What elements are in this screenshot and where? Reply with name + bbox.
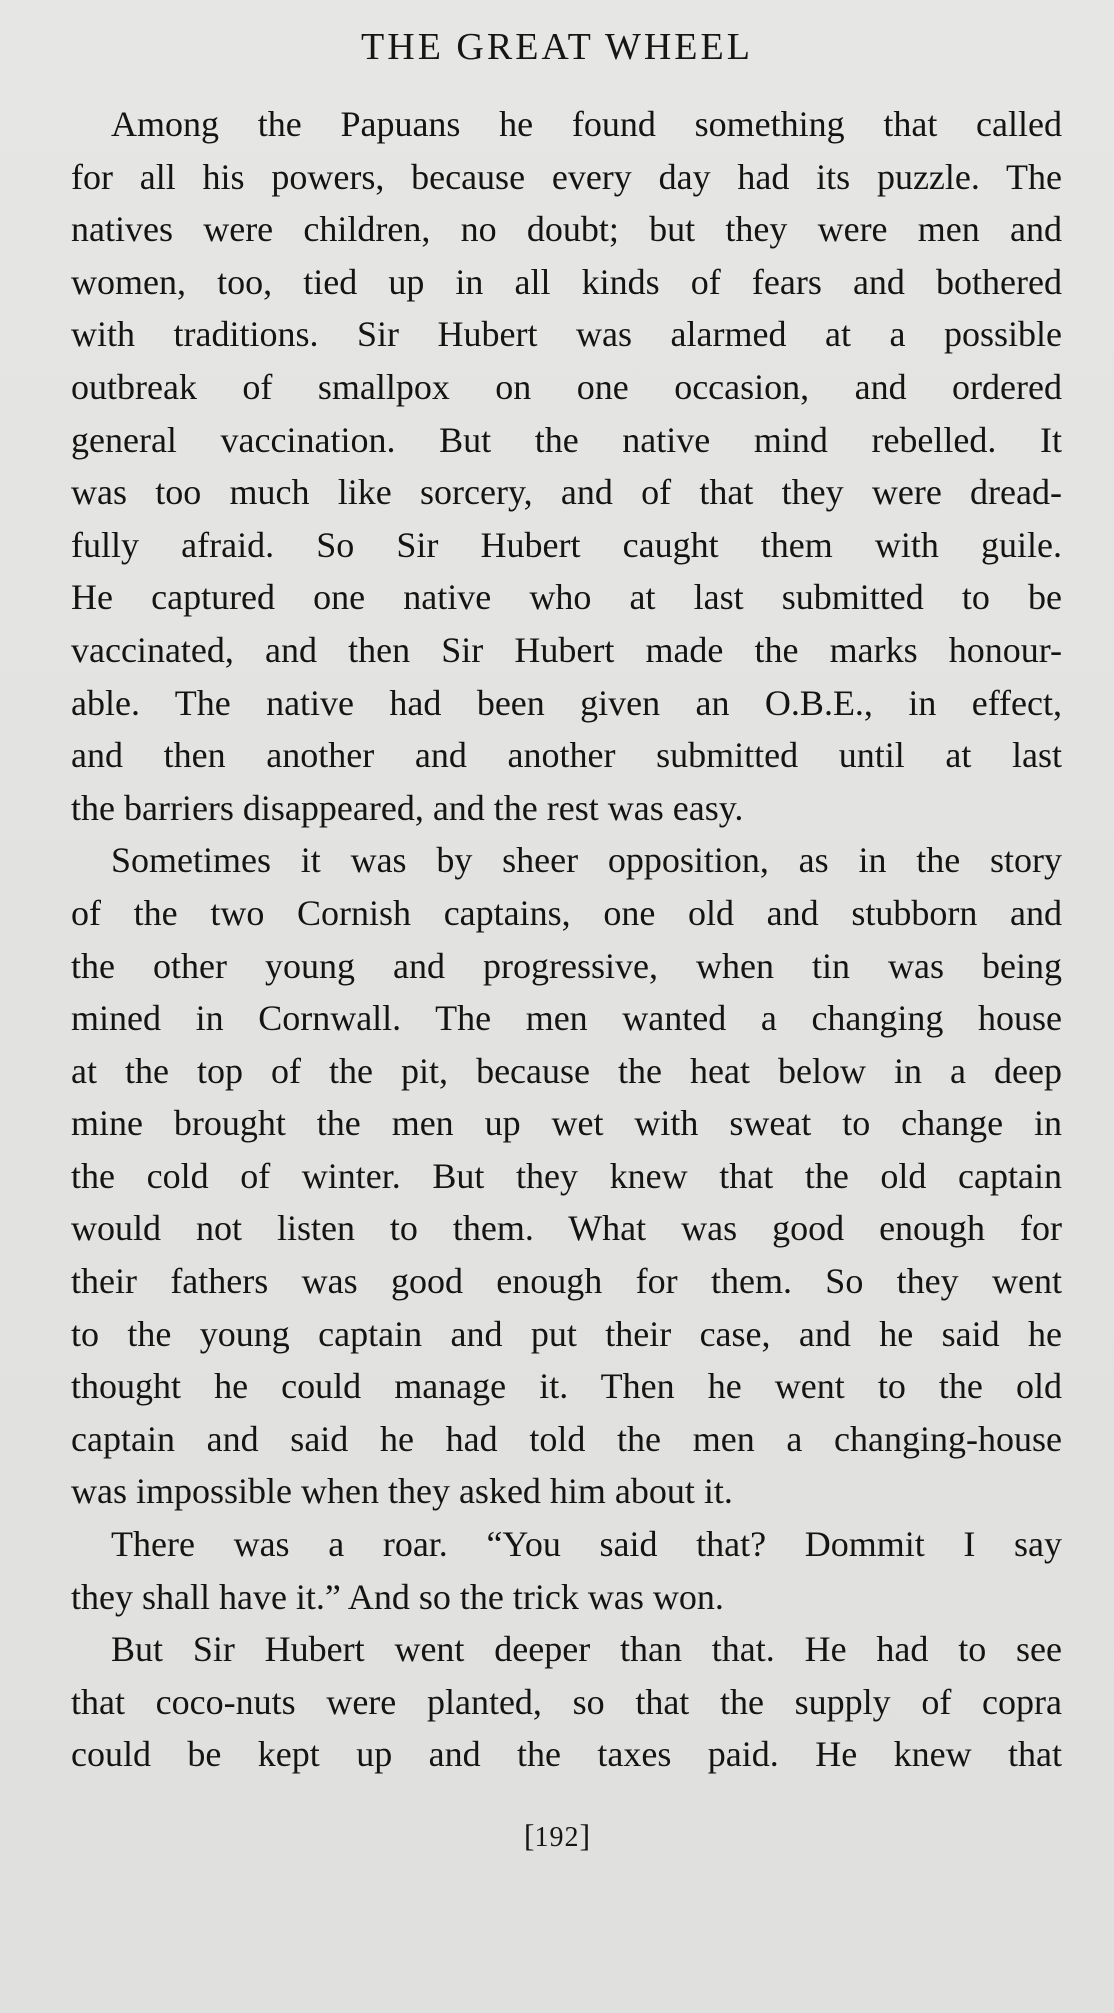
text-line: at the top of the pit, because the heat below in a deep xyxy=(71,1050,1062,1091)
text-line: mine brought the men up wet with sweat to change in xyxy=(71,1103,1062,1144)
text-line: captain and said he had told the men a changing-house xyxy=(71,1418,1062,1459)
text-line: mined in Cornwall. The men wanted a changing house xyxy=(71,998,1062,1039)
text-line: they shall have it.” And so the trick was won. xyxy=(71,1576,724,1617)
text-line: Among the Papuans he found something that called xyxy=(111,104,1062,144)
text-line: of the two Cornish captains, one old and stubborn and xyxy=(71,892,1062,933)
text-line: He captured one native who at last submitted to be xyxy=(71,577,1062,618)
text-line: But Sir Hubert went deeper than that. He had to see xyxy=(111,1629,1062,1670)
text-line: would not listen to them. What was good enough for xyxy=(71,1208,1062,1249)
page-number: [192] xyxy=(523,1817,591,1853)
text-line: thought he could manage it. Then he went to the old xyxy=(71,1366,1062,1407)
text-line: for all his powers, because every day had its puzzle. The xyxy=(71,156,1062,197)
text-line: with traditions. Sir Hubert was alarmed at a possible xyxy=(71,314,1062,355)
text-line: the cold of winter. But they knew that the old captain xyxy=(71,1155,1062,1196)
text-line: natives were children, no doubt; but they were men and xyxy=(71,209,1062,250)
paragraph xyxy=(71,834,1062,1518)
paragraph xyxy=(71,1518,1062,1623)
text-line: to the young captain and put their case, and he said he xyxy=(71,1313,1062,1354)
text-line: the other young and progressive, when tin was being xyxy=(71,945,1062,986)
paragraph xyxy=(71,98,1062,834)
running-head-title: THE GREAT WHEEL xyxy=(361,26,753,68)
text-line: was too much like sorcery, and of that they were dread- xyxy=(71,472,1062,513)
page-number-value: 192 xyxy=(534,1822,580,1853)
text-line: women, too, tied up in all kinds of fears and bothered xyxy=(71,261,1062,302)
text-line: outbreak of smallpox on one occasion, and ordered xyxy=(71,366,1062,407)
text-line: able. The native had been given an O.B.E., in effect, xyxy=(71,682,1062,723)
text-line: and then another and another submitted until at last xyxy=(71,735,1062,776)
text-line: could be kept up and the taxes paid. He knew that xyxy=(71,1734,1062,1775)
text-line: fully afraid. So Sir Hubert caught them with guile. xyxy=(71,524,1062,565)
text-line: Sometimes it was by sheer opposition, as in the story xyxy=(111,840,1062,881)
text-line: general vaccination. But the native mind rebelled. It xyxy=(71,419,1062,460)
text-line: There was a roar. “You said that? Dommit I say xyxy=(111,1524,1062,1565)
text-line: that coco-nuts were planted, so that the supply of copra xyxy=(71,1681,1062,1722)
text-line: vaccinated, and then Sir Hubert made the marks honour- xyxy=(71,629,1062,670)
body-text xyxy=(71,98,1062,1781)
text-line: their fathers was good enough for them. So they went xyxy=(71,1261,1062,1302)
text-line: the barriers disappeared, and the rest was easy. xyxy=(71,787,744,828)
paragraph xyxy=(71,1623,1062,1781)
text-line: was impossible when they asked him about it. xyxy=(71,1471,733,1512)
